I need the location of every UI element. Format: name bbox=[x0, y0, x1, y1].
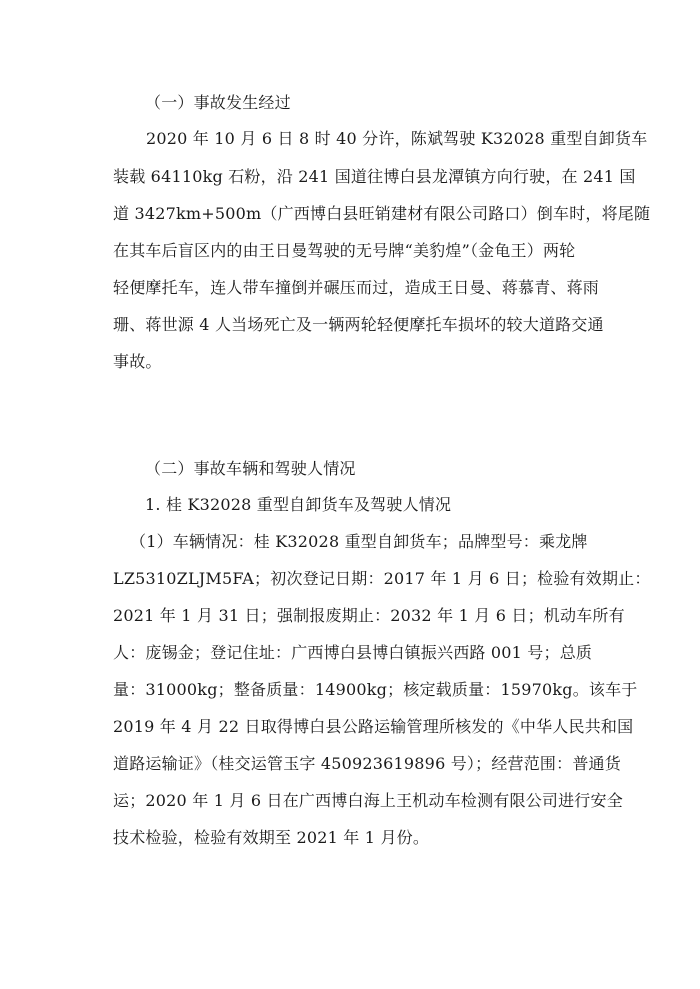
paragraph-line: 2021 年 1 月 31 日；强制报废期止：2032 年 1 月 6 日；机动车所有 bbox=[113, 606, 625, 625]
paragraph-line: 2019 年 4 月 22 日取得博白县公路运输管理所核发的《中华人民共和国 bbox=[113, 717, 634, 736]
paragraph-line: 道路运输证》（桂交运管玉字 450923619896 号）；经营范围：普通货 bbox=[113, 754, 621, 773]
paragraph-line: 在其车后盲区内的由王日曼驾驶的无号牌“美豹煌”（金龟王）两轮 bbox=[113, 241, 576, 260]
paragraph-line: 技术检验，检验有效期至 2021 年 1 月份。 bbox=[113, 828, 430, 847]
paragraph-line: 人：庞锡金；登记住址：广西博白县博白镇振兴西路 001 号；总质 bbox=[113, 643, 593, 662]
paragraph-line: 运；2020 年 1 月 6 日在广西博白海上王机动车检测有限公司进行安全 bbox=[113, 791, 623, 810]
section1-heading: （一）事故发生经过 bbox=[145, 93, 291, 112]
paragraph-line: 装载 64110kg 石粉，沿 241 国道往博白县龙潭镇方向行驶，在 241 国 bbox=[113, 167, 636, 186]
paragraph-line: （1）车辆情况：桂 K32028 重型自卸货车；品牌型号：乘龙牌 bbox=[130, 532, 588, 551]
section2-subheading: 1. 桂 K32028 重型自卸货车及驾驶人情况 bbox=[145, 495, 452, 514]
paragraph-line: 珊、蒋世源 4 人当场死亡及一辆两轮轻便摩托车损坏的较大道路交通 bbox=[113, 315, 604, 334]
paragraph-line: 量：31000kg；整备质量：14900kg；核定载质量：15970kg。该车于 bbox=[113, 680, 638, 699]
paragraph-line: LZ5310ZLJM5FA；初次登记日期：2017 年 1 月 6 日；检验有效期止： bbox=[113, 569, 651, 588]
paragraph-line: 道 3427km+500m（广西博白县旺销建材有限公司路口）倒车时，将尾随 bbox=[113, 204, 651, 223]
paragraph-line: 轻便摩托车，连人带车撞倒并碾压而过，造成王日曼、蒋慕青、蒋雨 bbox=[113, 278, 600, 297]
paragraph-line: 2020 年 10 月 6 日 8 时 40 分许，陈斌驾驶 K32028 重型自卸货车 bbox=[146, 129, 648, 148]
section2-heading: （二）事故车辆和驾驶人情况 bbox=[145, 459, 356, 478]
paragraph-line: 事故。 bbox=[113, 352, 162, 371]
